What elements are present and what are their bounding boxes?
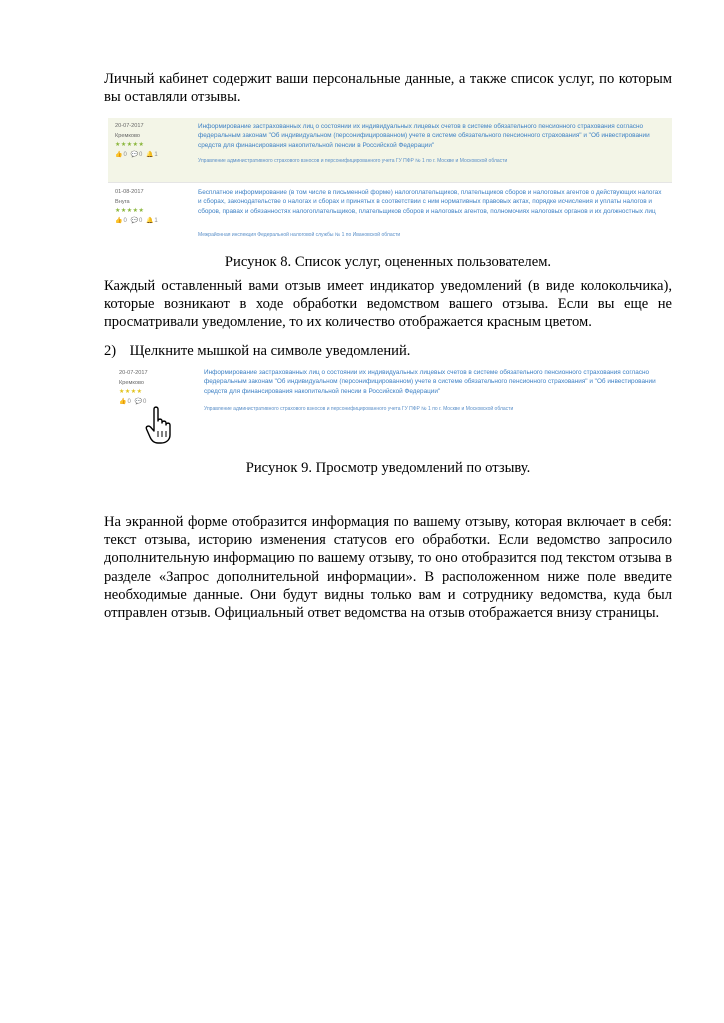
department-link[interactable]: Управление административного страхового взносов и персонифицированного учета ГУ ПФР № 1 по г. Москве и Московской области (204, 406, 514, 412)
service-link[interactable]: Информирование застрахованных лиц о состоянии их индивидуальных лицевых счетов в системе обязательного пенсионного страхования согласно федеральным законам "Об индивидуальном (персонифицированном) учете в системе обязательного пенсионного страхования" и "Об инвестировании средств для финансирования накопительной пенсии в Российской Федерации" (198, 123, 650, 149)
review-author: Кремково (119, 379, 144, 386)
rating-stars: ★★★★★ (115, 208, 145, 214)
department-link[interactable]: Межрайонная инспекция Федеральной налоговой службы № 1 по Ивановской области (198, 232, 401, 238)
divider (108, 182, 672, 183)
review-author: Кремково (115, 132, 140, 139)
notification-icons[interactable]: 👍0 💬0 (119, 398, 148, 405)
notification-icons[interactable]: 👍0 💬0 🔔1 (115, 151, 159, 158)
step-text: Щелкните мышкой на символе уведомлений. (129, 343, 411, 359)
figure-9-caption: Рисунок 9. Просмотр уведомлений по отзыву. (245, 460, 531, 476)
hand-cursor-icon (144, 405, 174, 445)
figure-8-caption: Рисунок 8. Список услуг, оцененных пользователем. (224, 254, 552, 270)
review-date: 01-08-2017 (115, 189, 144, 195)
review-item[interactable] (108, 184, 672, 244)
service-link[interactable]: Бесплатное информирование (в том числе в письменной форме) налогоплательщиков, плательщиков сборов и налоговых агентов о действующих налогах и сборах, законодательстве о налогах и сборах и принятых в соответствии с ним нормативных правовых актах, порядке исчисления и уплаты налогов и сборов, правах и обязанностях налогоплательщиков, плательщиков сборов и налоговых агентов, полномочиях налоговых органов и их должностных лиц (198, 189, 662, 215)
service-link[interactable]: Информирование застрахованных лиц о состоянии их индивидуальных лицевых счетов в системе обязательного пенсионного страхования согласно федеральным законам "Об индивидуальном (персонифицированном) учете в системе обязательного пенсионного страхования" и "Об инвестировании средств для финансирования накопительной пенсии в Российской Федерации" (204, 369, 656, 395)
review-author: Внуга (115, 198, 130, 205)
rating-stars: ★★★★★ (115, 142, 145, 148)
review-date: 20-07-2017 (115, 123, 144, 129)
notification-icons[interactable]: 👍0 💬0 🔔1 (115, 217, 159, 224)
review-meta (115, 188, 185, 226)
review-details-paragraph: На экранной форме отобразится информация по вашему отзыву, которая включает в себя: текст отзыва, историю изменения статусов его обработки. Если ведомство запросило дополнительную информацию по вашему отзыву, то оно отобразится под текстом отзыва в разделе «Запрос дополнительной информации». В расположенном ниже поле введите необходимые данные. Они будут видны только вам и сотруднику ведомства, куда был отправлен отзыв. Официальный ответ ведомства на отзыв отображается внизу страницы. (104, 514, 672, 622)
intro-paragraph: Личный кабинет содержит ваши персональные данные, а также список услуг, по которым вы оставляли отзывы. (104, 71, 672, 106)
review-meta (115, 122, 185, 160)
review-item[interactable] (108, 118, 672, 182)
review-date: 20-07-2017 (119, 370, 148, 376)
step-number: 2) (104, 343, 117, 359)
rating-stars: ★★★★ (119, 389, 143, 395)
figure-9-review-notification (112, 365, 672, 453)
step-2 (104, 343, 410, 360)
notification-paragraph: Каждый оставленный вами отзыв имеет индикатор уведомлений (в виде колокольчика), которые возникают в ходе обработки ведомством вашего отзыва. Если вы еще не просматривали уведомление, то их количество отображается красным цветом. (104, 278, 672, 331)
figure-8-reviews-list (108, 118, 672, 242)
department-link[interactable]: Управление административного страхового взносов и персонифицированного учета ГУ ПФР № 1 по г. Москве и Московской области (198, 158, 508, 164)
review-meta (119, 369, 189, 407)
